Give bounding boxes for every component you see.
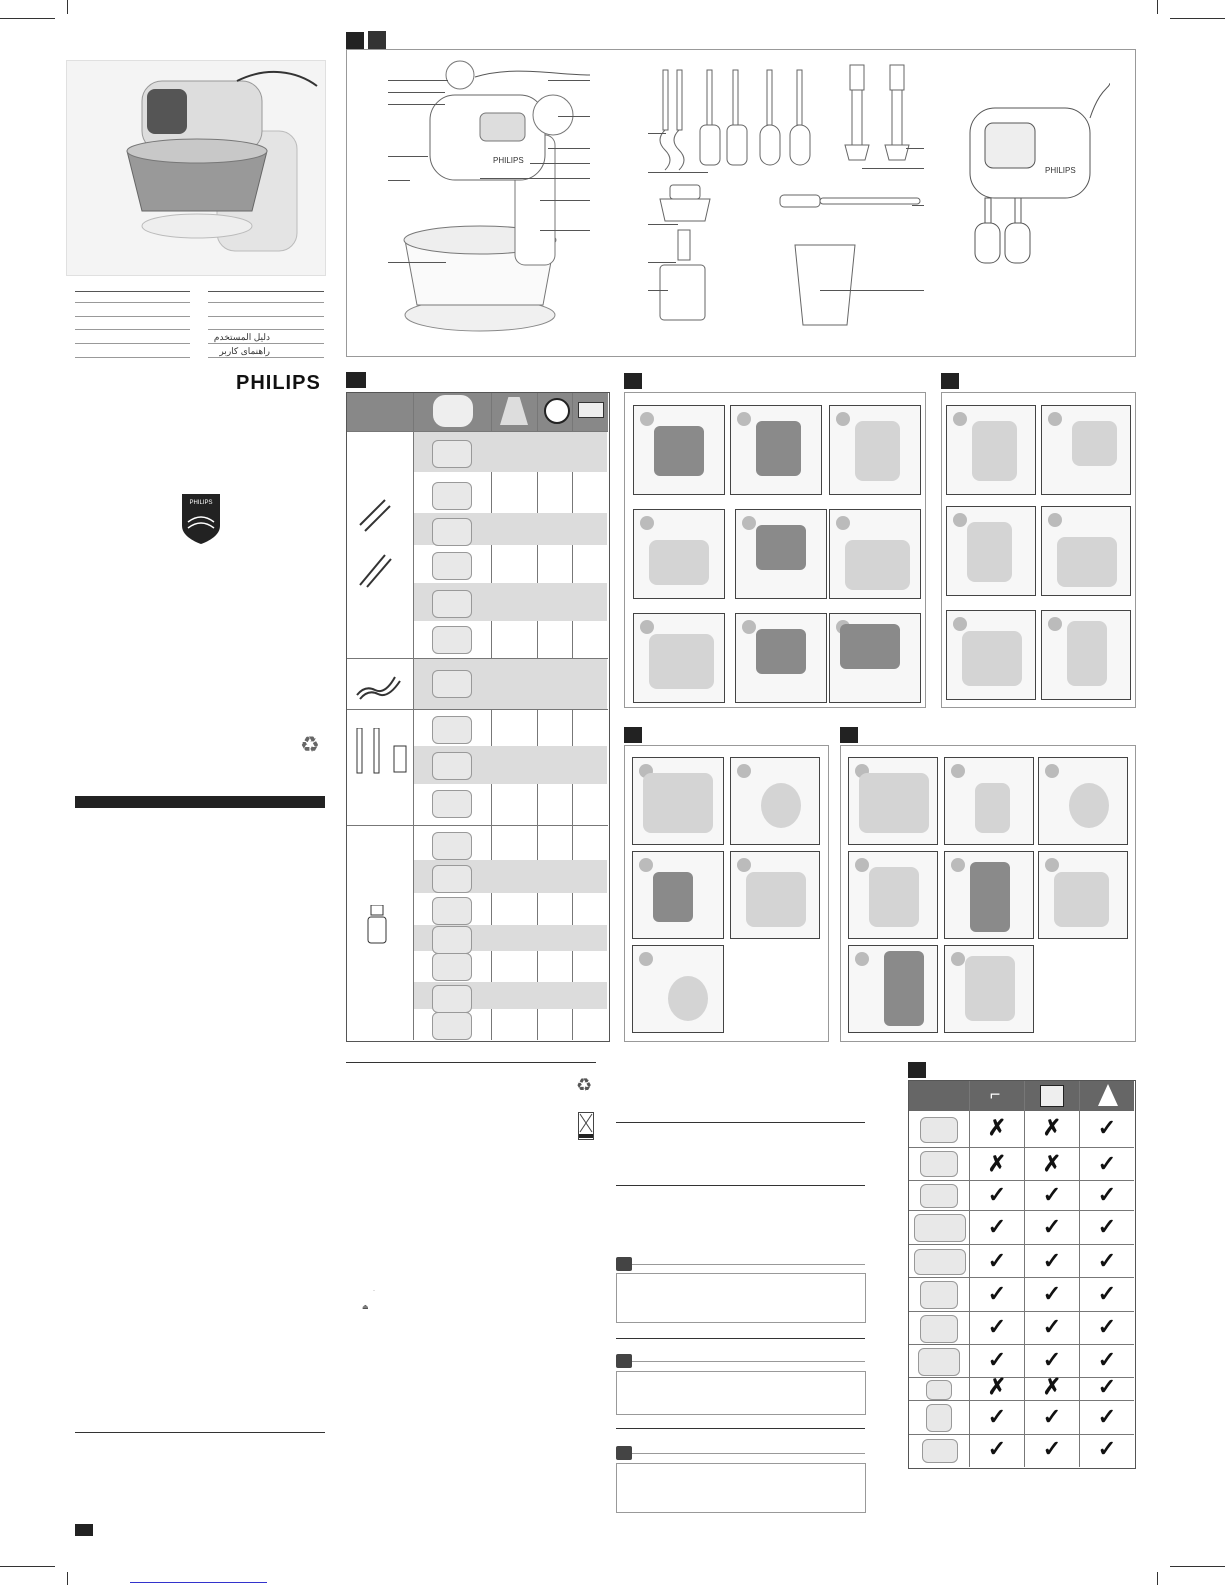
blender-attachment-icon (352, 728, 412, 778)
recycle-icon: ♻ (576, 1075, 593, 1095)
step-image (735, 613, 827, 703)
faucet-icon: ⌐ (989, 1084, 1001, 1104)
cleaning-mark: ✓ (987, 1281, 1007, 1306)
step-image (946, 506, 1036, 596)
step-image (829, 405, 921, 495)
chopper-attachment-icon (366, 905, 388, 945)
step-image (848, 757, 938, 845)
dishwasher-icon (1040, 1085, 1064, 1107)
step-image (944, 851, 1034, 939)
nuts-icon (432, 832, 472, 860)
note-icon (616, 1446, 632, 1460)
cleaning-mark: ✓ (1097, 1314, 1117, 1339)
cleaning-mark: ✓ (1097, 1404, 1117, 1429)
cleaning-mark: ✓ (987, 1436, 1007, 1461)
stand-mixer-image (67, 61, 325, 275)
cleaning-mark: ✓ (987, 1214, 1007, 1239)
section-bar (75, 796, 325, 808)
cleaning-mark: ✗ (1042, 1151, 1062, 1176)
step-image (730, 851, 820, 939)
step-image (632, 851, 724, 939)
cleaning-mark: ✓ (1097, 1115, 1117, 1140)
bowl-icon (433, 395, 473, 427)
soup-icon (432, 752, 472, 780)
step-image (735, 509, 827, 599)
chopper-bowl-icon (918, 1348, 960, 1376)
eject-symbol: ⏏ (362, 1304, 369, 1311)
step-image (1038, 757, 1128, 845)
spatula-icon (922, 1439, 958, 1463)
step-image (1038, 851, 1128, 939)
cleaning-mark: ✗ (987, 1374, 1007, 1399)
svg-text:PHILIPS: PHILIPS (1045, 166, 1076, 175)
svg-text:PHILIPS: PHILIPS (493, 156, 524, 165)
motor-unit-icon (920, 1117, 958, 1143)
cleaning-mark: ✓ (1097, 1182, 1117, 1207)
bread-icon (432, 670, 472, 698)
section-tab (908, 1062, 926, 1078)
mixer-diagram (385, 55, 595, 335)
step-image (632, 757, 724, 845)
philips-wordmark: PHILIPS (236, 372, 321, 394)
tip-icon (616, 1257, 632, 1271)
cleaning-mark: ✓ (1042, 1404, 1062, 1429)
link-underline (130, 1582, 267, 1583)
book-icon (368, 31, 386, 49)
crop-mark (0, 18, 55, 19)
step-image (1041, 610, 1131, 700)
cleaning-mark: ✓ (1097, 1248, 1117, 1273)
cleaning-mark: ✗ (987, 1115, 1007, 1140)
cleaning-mark: ✓ (1042, 1436, 1062, 1461)
shield-text: PHILIPS (189, 500, 213, 506)
hand-mixer-diagram (960, 78, 1110, 268)
step-image (946, 610, 1036, 700)
step-image (730, 757, 820, 845)
step-image (1041, 506, 1131, 596)
small-mark: · (373, 1288, 375, 1294)
beaters-icon (914, 1214, 966, 1242)
vegetables-icon (432, 716, 472, 744)
fruit-icon (432, 590, 472, 618)
recycle-icon: ♻ (300, 732, 320, 757)
bowl-icon (920, 1184, 958, 1208)
cleaning-mark: ✗ (1042, 1115, 1062, 1140)
step-image (848, 851, 938, 939)
cleaning-mark: ✗ (987, 1151, 1007, 1176)
philips-shield-logo (180, 492, 222, 546)
crop-mark (67, 1572, 68, 1585)
dough-hooks-icon (914, 1249, 966, 1275)
cleaning-mark: ✓ (987, 1347, 1007, 1372)
cleaning-mark: ✓ (1097, 1281, 1117, 1306)
product-photo (66, 60, 326, 276)
step-image (946, 405, 1036, 495)
meat-icon (432, 1012, 472, 1040)
stand-icon (920, 1151, 958, 1177)
step-image (633, 405, 725, 495)
crop-mark (1157, 1572, 1158, 1585)
cleaning-mark: ✓ (1097, 1347, 1117, 1372)
step-image (829, 613, 921, 703)
cleaning-mark: ✓ (1097, 1214, 1117, 1239)
pan-icon (432, 518, 472, 546)
cleaning-mark: ✓ (1042, 1314, 1062, 1339)
crop-mark (1170, 1566, 1225, 1567)
cleaning-mark: ✓ (987, 1248, 1007, 1273)
arabic-language-label: دليل المستخدم (213, 332, 270, 342)
beaker-icon (926, 1404, 952, 1432)
cleaning-mark: ✓ (987, 1314, 1007, 1339)
tip-icon (616, 1354, 632, 1368)
onion-icon (432, 953, 472, 981)
crop-mark (1170, 18, 1225, 19)
cleaning-mark: ✓ (1042, 1182, 1062, 1207)
cake-mix-icon (432, 440, 472, 468)
page-tab (75, 1524, 93, 1536)
step-image (632, 945, 724, 1033)
cake-icon (432, 552, 472, 580)
timer-icon (544, 398, 570, 424)
section-tab (624, 373, 642, 389)
section-tab (346, 372, 366, 388)
cheese-icon (432, 926, 472, 954)
persian-language-label: راهنمای کاربر (219, 346, 270, 356)
step-image (1041, 405, 1131, 495)
wee-bin-icon (578, 1112, 594, 1140)
blender-bar-icon (920, 1281, 958, 1309)
crop-mark (0, 1566, 55, 1567)
cleaning-mark: ✓ (987, 1404, 1007, 1429)
section-tab (941, 373, 959, 389)
step-image (633, 613, 725, 703)
cleaning-mark: ✗ (1042, 1374, 1062, 1399)
cleaning-mark: ✓ (1042, 1347, 1062, 1372)
cleaning-mark: ✓ (1097, 1151, 1117, 1176)
tip-box (616, 1371, 866, 1415)
crop-mark (1157, 0, 1158, 14)
cleaning-mark: ✓ (1042, 1248, 1062, 1273)
cleaning-mark: ✓ (1097, 1374, 1117, 1399)
chopper-lid-icon (926, 1380, 952, 1400)
blender-bar-2-icon (920, 1315, 958, 1343)
step-image (944, 945, 1034, 1033)
note-box (616, 1463, 866, 1513)
section-tab (624, 727, 642, 743)
step-image (633, 509, 725, 599)
step-image (944, 757, 1034, 845)
drinks-icon (432, 790, 472, 818)
speed-icon (578, 402, 604, 418)
beaters-attachment-icon (355, 495, 395, 590)
step-image (730, 405, 822, 495)
potato-icon (432, 626, 472, 654)
cleaning-mark: ✓ (987, 1182, 1007, 1207)
cleaning-mark: ✓ (1097, 1436, 1117, 1461)
section-tab (840, 727, 858, 743)
ice-icon (432, 865, 472, 893)
crop-mark (67, 0, 68, 14)
eggs-icon (432, 482, 472, 510)
section-tab (346, 32, 364, 49)
step-image (829, 509, 921, 599)
cleaning-mark: ✓ (1042, 1214, 1062, 1239)
garlic-icon (432, 985, 472, 1013)
cleaning-mark: ✓ (1042, 1281, 1062, 1306)
step-image (848, 945, 938, 1033)
herbs-icon (432, 897, 472, 925)
cleaning-table-header (909, 1081, 1134, 1111)
tip-box (616, 1273, 866, 1323)
dough-hook-attachment-icon (355, 665, 405, 700)
